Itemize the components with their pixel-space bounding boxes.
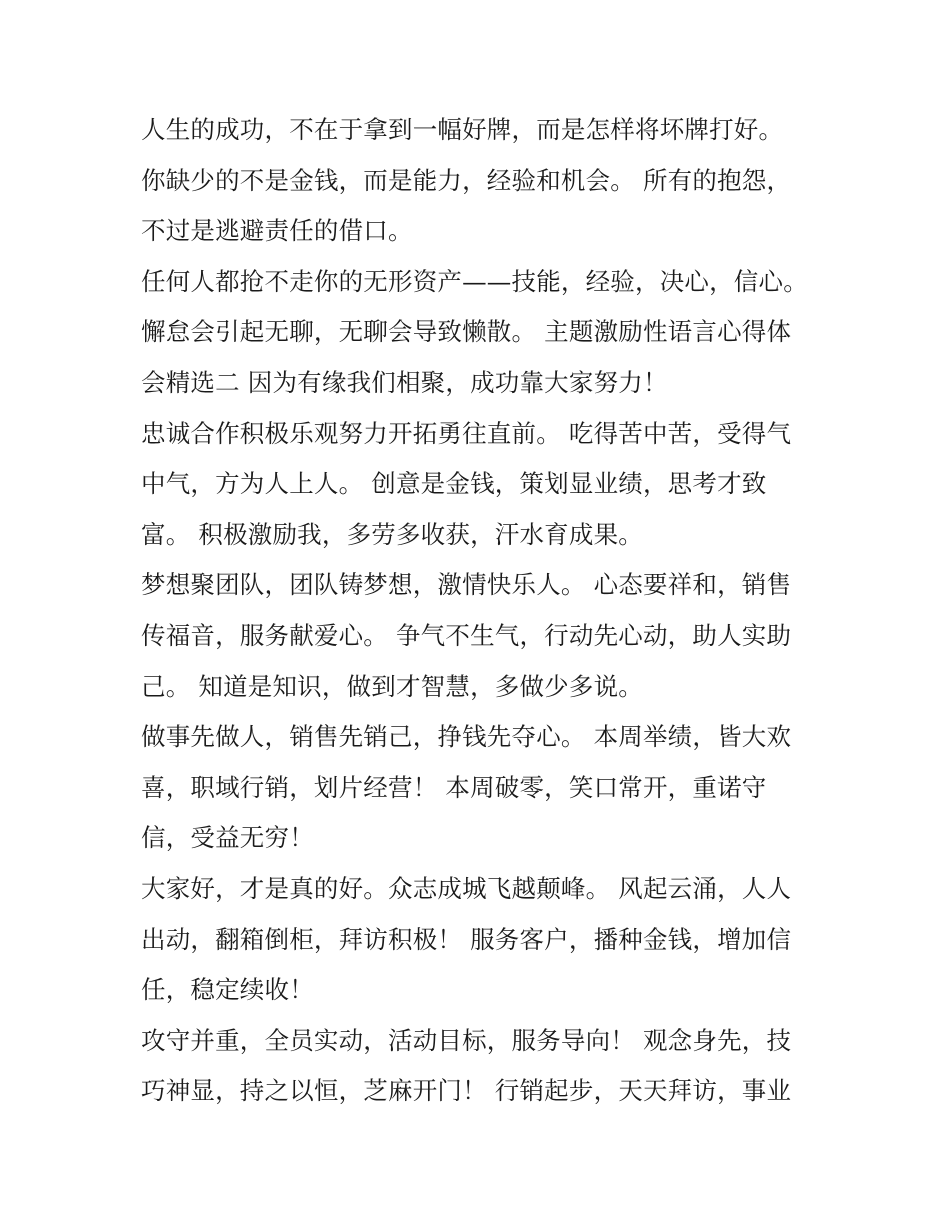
text-line: 梦想聚团队，团队铸梦想，激情快乐人。 心态要祥和，销售 [141,570,792,599]
text-line: 大家好，才是真的好。众志成城飞越颠峰。 风起云涌，人人 [141,874,792,903]
text-line: 出动，翻箱倒柜，拜访积极！ 服务客户，播种金钱，增加信 [141,925,792,954]
text-line: 攻守并重，全员实动，活动目标，服务导向！ 观念身先，技 [141,1026,792,1055]
text-line: 会精选二 因为有缘我们相聚，成功靠大家努力！ [141,368,668,397]
text-line: 任，稳定续收！ [141,975,314,1004]
text-line: 不过是逃避责任的借口。 [141,216,413,245]
text-line: 任何人都抢不走你的无形资产——技能，经验，决心，信心。 [141,267,808,296]
text-line: 忠诚合作积极乐观努力开拓勇往直前。 吃得苦中苦，受得气 [141,419,792,448]
text-line: 人生的成功，不在于拿到一幅好牌，而是怎样将坏牌打好。 [141,115,784,144]
text-line: 富。 积极激励我，多劳多收获，汗水育成果。 [141,520,643,549]
text-line: 做事先做人，销售先销己，挣钱先夺心。 本周举绩，皆大欢 [141,722,792,751]
text-line: 传福音，服务献爱心。 争气不生气，行动先心动，助人实助 [141,621,792,650]
text-line: 喜，职域行销，划片经营！ 本周破零，笑口常开，重诺守 [141,773,767,802]
text-line: 懈怠会引起无聊，无聊会导致懒散。 主题激励性语言心得体 [141,317,792,346]
text-line: 你缺少的不是金钱，而是能力，经验和机会。 所有的抱怨， [141,166,792,195]
text-line: 中气，方为人上人。 创意是金钱，策划显业绩，思考才致 [141,469,767,498]
text-line: 巧神显，持之以恒，芝麻开门！ 行销起步，天天拜访，事业 [141,1076,792,1105]
text-line: 信，受益无穷！ [141,823,314,852]
text-line: 己。 知道是知识，做到才智慧，多做少多说。 [141,672,643,701]
